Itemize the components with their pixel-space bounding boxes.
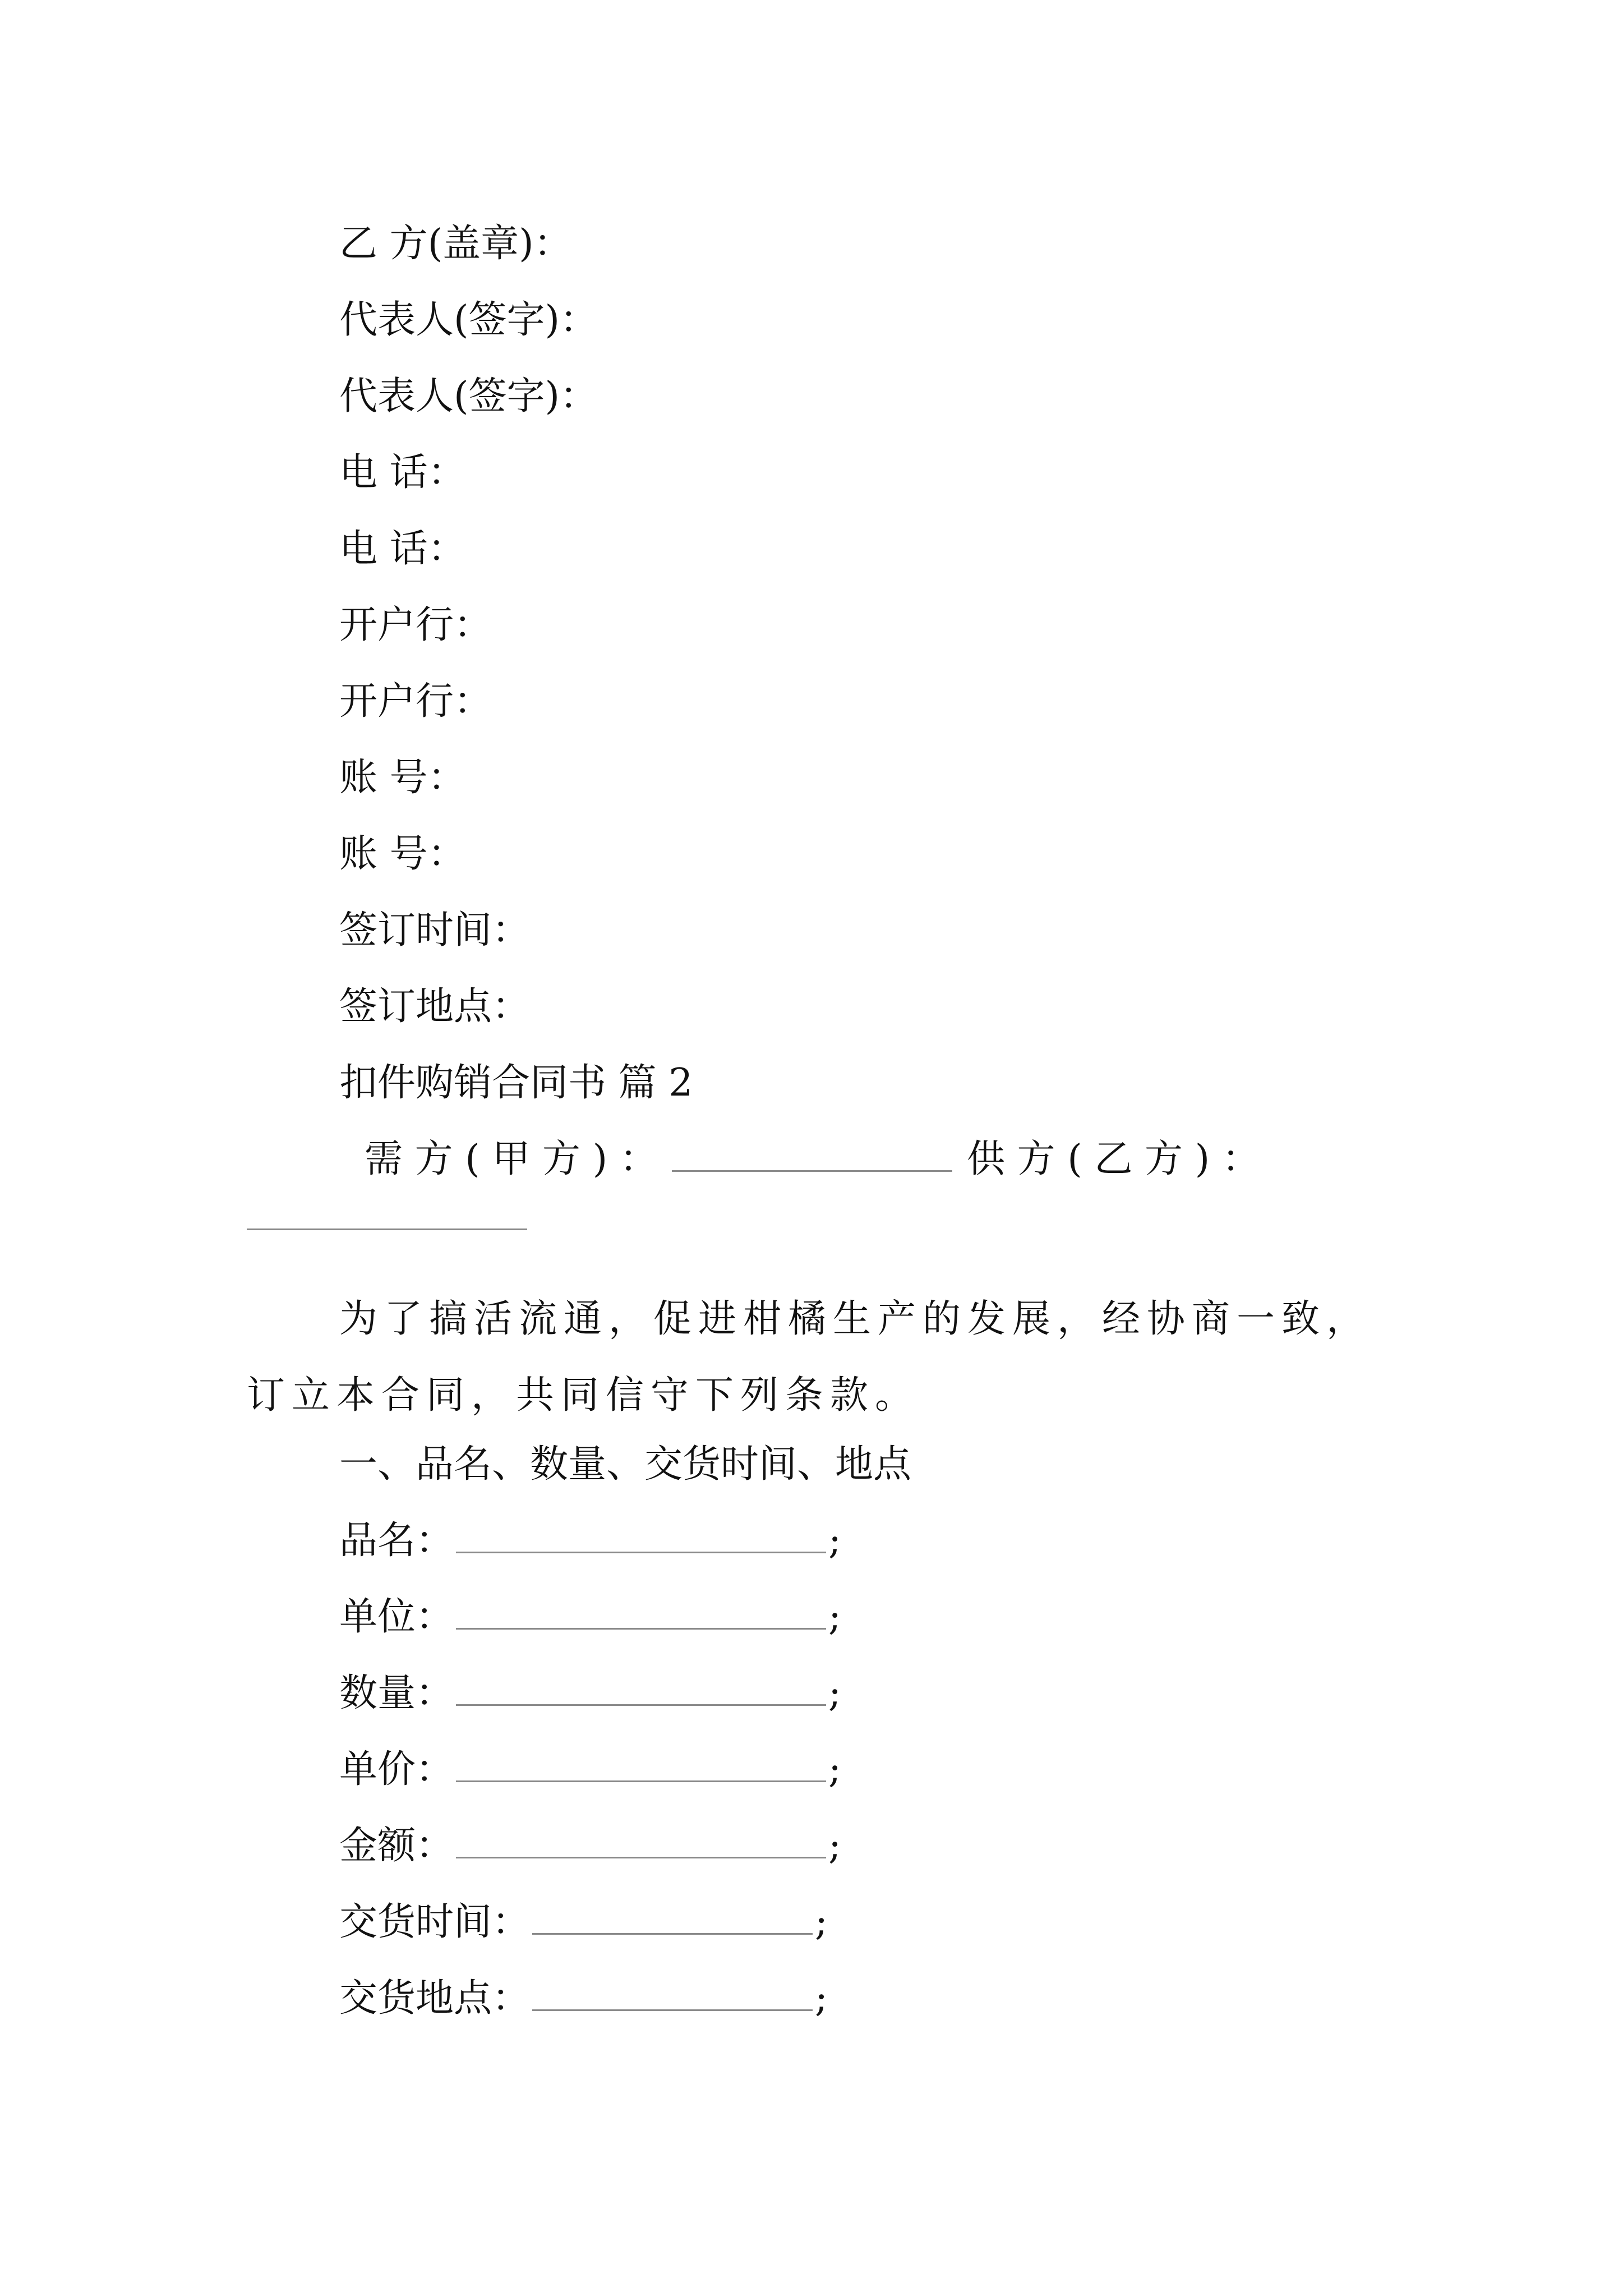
phone-line-1: 电 话：: [339, 450, 466, 495]
field-amount-blank: [456, 1824, 826, 1858]
field-unit-end: ;: [828, 1595, 841, 1639]
field-name-end: ;: [828, 1519, 841, 1563]
parties-line: [365, 1137, 1260, 1182]
sign-time-line: 签订时间：: [339, 908, 531, 953]
account-line-1: 账 号：: [339, 756, 466, 800]
field-unit-price: [339, 1747, 841, 1792]
representative-sign-line-1: 代表人(签字)：: [339, 298, 598, 342]
field-delivery-time-label: 交货时间：: [339, 1900, 531, 1944]
intro-paragraph: 为了搞活流通，促进柑橘生产的发展，经协商一致，订立本合同，共同信守下列条款。: [247, 1297, 1372, 1418]
field-delivery-place: [339, 1976, 828, 2021]
demand-party-blank: [672, 1138, 952, 1172]
field-name: [339, 1519, 841, 1563]
supply-party-blank: [247, 1228, 527, 1230]
contract-title: 扣件购销合同书 篇 2: [339, 1061, 693, 1105]
sign-place-line: 签订地点：: [339, 984, 531, 1029]
field-unit-price-blank: [456, 1748, 826, 1782]
field-delivery-place-end: ;: [815, 1976, 828, 2021]
field-name-blank: [456, 1519, 826, 1553]
field-unit-blank: [456, 1595, 826, 1630]
field-name-label: 品名：: [339, 1519, 454, 1563]
demand-party-label: 需 方 ( 甲 方 ) ：: [365, 1137, 658, 1181]
field-delivery-time: [339, 1900, 828, 1945]
field-unit: [339, 1595, 841, 1640]
phone-line-2: 电 话：: [339, 527, 466, 571]
field-unit-price-end: ;: [828, 1747, 841, 1792]
field-delivery-time-blank: [532, 1901, 813, 1935]
field-quantity-blank: [456, 1672, 826, 1706]
field-amount-end: ;: [828, 1824, 841, 1868]
supply-party-label: 供 方 ( 乙 方 ) ：: [967, 1137, 1260, 1181]
field-unit-price-label: 单价：: [339, 1747, 454, 1792]
field-quantity-label: 数量：: [339, 1671, 454, 1715]
field-amount-label: 金额：: [339, 1824, 454, 1868]
field-quantity: [339, 1671, 841, 1716]
section-1-heading: 一、品名、数量、交货时间、地点: [339, 1442, 912, 1487]
field-quantity-end: ;: [828, 1671, 841, 1715]
field-delivery-place-label: 交货地点：: [339, 1976, 531, 2021]
field-delivery-place-blank: [532, 1977, 813, 2011]
account-line-2: 账 号：: [339, 832, 466, 876]
bank-line-1: 开户行：: [339, 603, 492, 647]
field-delivery-time-end: ;: [815, 1900, 828, 1944]
field-unit-label: 单位：: [339, 1595, 454, 1639]
representative-sign-line-2: 代表人(签字)：: [339, 374, 598, 418]
bank-line-2: 开户行：: [339, 679, 492, 724]
field-amount: [339, 1824, 841, 1869]
party-b-seal-line: 乙 方(盖章)：: [339, 222, 572, 266]
